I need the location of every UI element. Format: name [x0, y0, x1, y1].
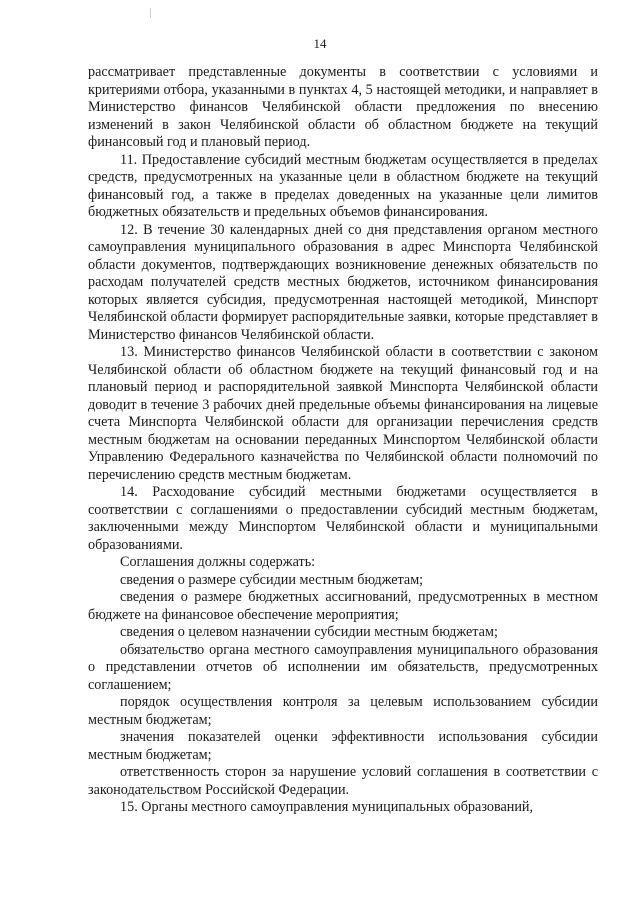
paragraph-item-14: 14. Расходование субсидий местными бюджетами осуществляется в соответствии с соглашениями о предоставлении субсидий местным бюджетам, заключенными между Минспортом Челябинской области и муниципальными образованиями. — [88, 484, 598, 553]
agreement-intro: Соглашения должны содержать: — [120, 554, 316, 570]
agreement-requirement: обязательство органа местного самоуправления муниципального образования о представлении отчетов об исполнении им обязательств, предусмотренных соглашением; — [88, 641, 598, 693]
agreement-requirement: сведения о размере бюджетных ассигнований, предусмотренных в местном бюджете на финансовое обеспечение мероприятия; — [88, 589, 598, 623]
agreement-requirement: ответственность сторон за нарушение условий соглашения в соответствии с законодательством Российской Федерации. — [88, 764, 598, 798]
agreement-requirement: сведения о размере субсидии местным бюджетам; — [120, 571, 424, 588]
agreement-requirement: сведения о целевом назначении субсидии местным бюджетам; — [120, 624, 498, 640]
paragraph-item-15: 15. Органы местного самоуправления муниципальных образований, — [120, 799, 534, 815]
paragraph-item-12: 12. В течение 30 календарных дней со дня представления органом местного самоуправления муниципального образования в адрес Минспорта Челябинской области документов, подтверждающих возникновение денежных обязательств по расходам получателей средств местных бюджетов, источником финансирования которых является субсидия, предусмотренная настоящей методикой, Минспорт Челябинской области формирует распорядительные заявки, которые представляет в Министерство финансов Челябинской области. — [88, 221, 598, 343]
page-number: 14 — [313, 36, 327, 51]
scan-mark — [150, 8, 151, 18]
agreement-requirement: порядок осуществления контроля за целевым использованием субсидии местным бюджетам; — [88, 694, 598, 728]
paragraph-continuation: рассматривает представленные документы в соответствии с условиями и критериями отбора, указанными в пунктах 4, 5 настоящей методики, и направляет в Министерство финансов Челябинской области предложения по внесению изменений в закон Челябинской области об областном бюджете на текущий финансовый год и плановый период. — [88, 64, 598, 150]
paragraph-item-13: 13. Министерство финансов Челябинской области в соответствии с законом Челябинской области об областном бюджете на текущий финансовый год и на плановый период и распорядительной заявкой Минспорта Челябинской области доводит в течение 3 рабочих дней предельные объемы финансирования на лицевые счета Минспорта Челябинской области для организации перечисления средств местным бюджетам на основании переданных Минспортом Челябинской области Управлению Федерального казначейства по Челябинской области полномочий по перечислению средств местным бюджетам. — [88, 344, 598, 483]
paragraph-item-11: 11. Предоставление субсидий местным бюджетам осуществляется в пределах средств, предусмотренных на указанные цели в областном бюджете на текущий финансовый год, а также в пределах доведенных на указанные цели лимитов бюджетных обязательств и предельных объемов финансирования. — [88, 151, 598, 220]
document-body — [88, 64, 598, 817]
agreement-requirement: значения показателей оценки эффективности использования субсидии местным бюджетам; — [88, 729, 598, 763]
